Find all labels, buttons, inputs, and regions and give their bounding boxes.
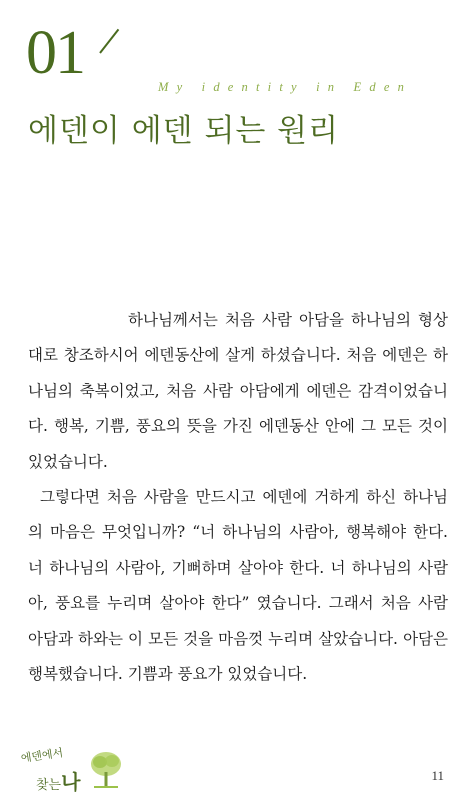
book-logo	[20, 746, 117, 794]
chapter-number: 01	[26, 19, 84, 87]
paragraph-2: 그렇다면 처음 사람을 만드시고 에덴에 거하게 하신 하나님의 마음은 무엇입니까? “너 하나님의 사람아, 행복해야 한다. 너 하나님의 사람아, 기뻐하며 살아야 한다. 너 하나님의 사람아, 풍요를 누리며 살아야 한다” 였습니다. 그래서 처음 사람 아담과 하와는 이 모든 것을 마음껏 누리며 살았습니다. 아담은 행복했습니다. 기쁨과 풍요가 있었습니다.	[28, 488, 448, 684]
tree-icon	[88, 750, 124, 790]
paragraph-1: 하나님께서는 처음 사람 아담을 하나님의 형상대로 창조하시어 에덴동산에 살게 하셨습니다. 처음 에덴은 하나님의 축복이었고, 처음 사람 아담에게 에덴은 감격이었습니다. 행복, 기쁨, 풍요의 뜻을 가진 에덴동산 안에 그 모든 것이 있었습니다.	[28, 311, 448, 471]
book-logo-small-text: 찾는	[36, 778, 62, 793]
chapter-slash-divider	[99, 29, 119, 54]
chapter-subtitle: My identity in Eden	[158, 80, 413, 94]
page-number: 11	[431, 768, 444, 783]
book-logo-big-text: 나	[61, 770, 81, 794]
chapter-title: 에덴이 에덴 되는 원리	[28, 113, 340, 149]
body-text	[28, 303, 448, 692]
book-logo-line1: 에덴에서	[20, 746, 64, 766]
book-logo-line2	[36, 766, 80, 795]
